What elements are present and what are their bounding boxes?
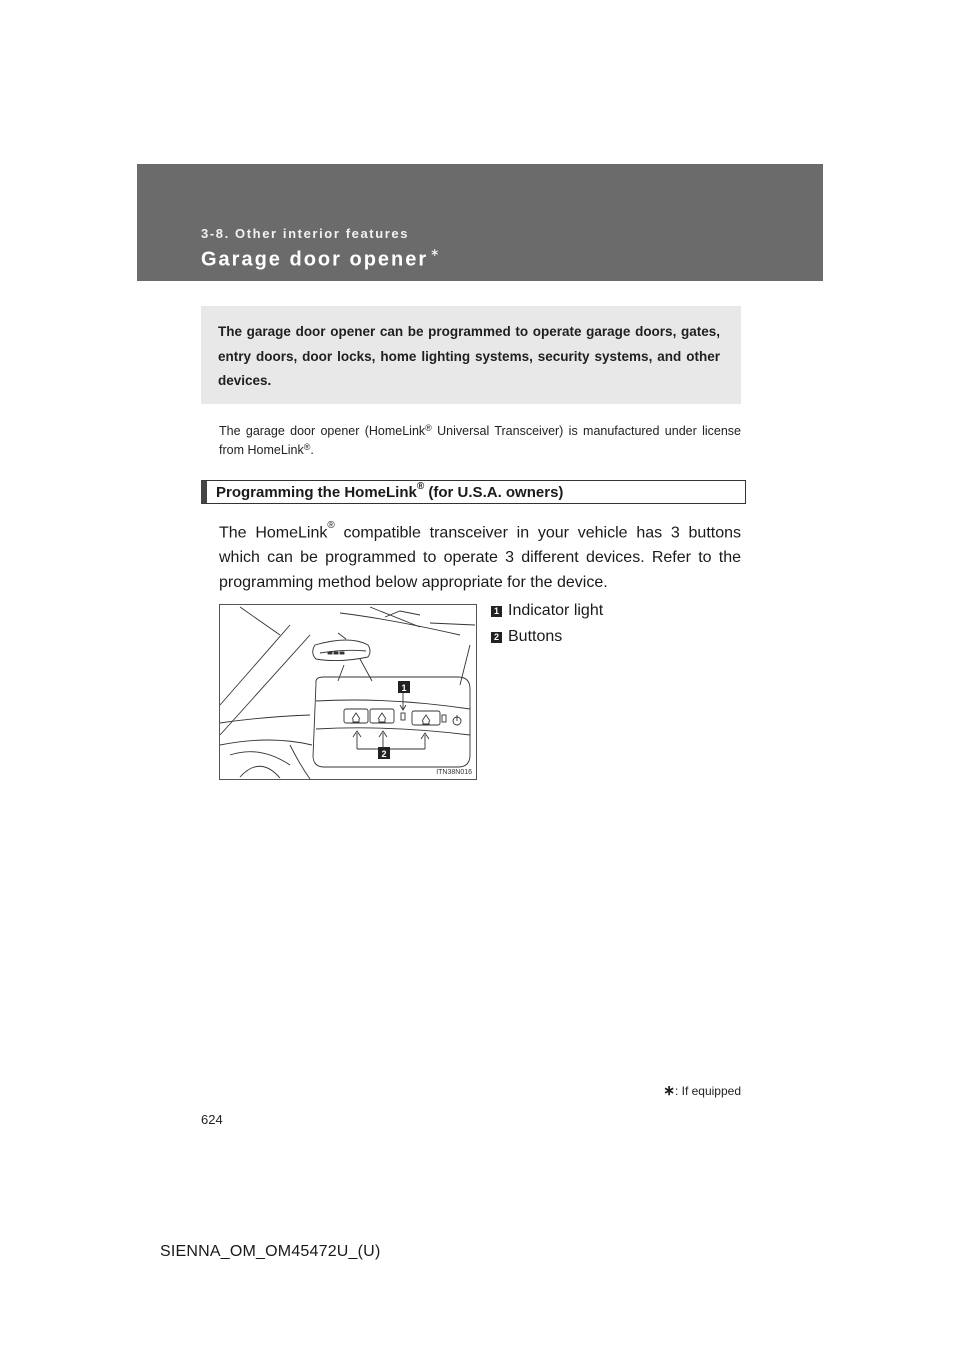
footnote-mark: ∗ xyxy=(663,1082,675,1098)
section-label: 3-8. Other interior features xyxy=(201,226,410,241)
chapter-header xyxy=(137,164,823,281)
footnote-text: : If equipped xyxy=(674,1084,741,1098)
body-part1: The HomeLink xyxy=(219,524,328,542)
callout-label: Indicator light xyxy=(508,602,604,619)
page-title-text: Garage door opener xyxy=(201,248,429,271)
license-note-part1: The garage door opener (HomeLink xyxy=(219,424,426,438)
intro-text: The garage door opener can be programmed to operate garage doors, gates, entry doors, door locks, home lighting systems, security systems, and other devices. xyxy=(218,324,720,388)
homelink-illustration xyxy=(219,604,477,780)
callout-number: 1 xyxy=(491,606,502,617)
figure-code: ITN38N016 xyxy=(436,769,472,776)
callout-label: Buttons xyxy=(508,628,563,645)
registered-mark: ® xyxy=(303,442,311,452)
section-subheading xyxy=(201,480,746,504)
subheading-part1: Programming the HomeLink xyxy=(216,484,417,501)
license-note-part2: Universal Transceiver) is manufactured under license from HomeLink xyxy=(219,424,742,457)
callout-buttons xyxy=(491,628,562,646)
license-note-part3: . xyxy=(310,443,314,457)
homelink-line-drawing xyxy=(220,605,476,779)
registered-mark: ® xyxy=(327,520,335,531)
registered-mark: ® xyxy=(416,481,425,492)
if-equipped-mark: ∗ xyxy=(430,247,442,259)
callout-indicator-light xyxy=(491,602,603,620)
document-code: SIENNA_OM_OM45472U_(U) xyxy=(160,1243,381,1260)
license-note xyxy=(219,422,741,460)
page-number: 624 xyxy=(201,1112,223,1127)
registered-mark: ® xyxy=(425,423,432,433)
body-part2: compatible transceiver in your vehicle has 3 buttons which can be programmed to operate 3 different devices. Refer to the programming method below appropriate for the device. xyxy=(219,524,742,592)
figure-marker-1: 1 xyxy=(401,683,407,693)
figure-marker-2: 2 xyxy=(381,749,387,759)
body-paragraph xyxy=(219,516,741,595)
callout-number: 2 xyxy=(491,632,502,643)
subheading-text xyxy=(216,483,563,501)
page-title xyxy=(201,248,441,272)
intro-box xyxy=(201,306,741,404)
footnote xyxy=(600,1082,741,1099)
subheading-part2: (for U.S.A. owners) xyxy=(424,484,564,501)
